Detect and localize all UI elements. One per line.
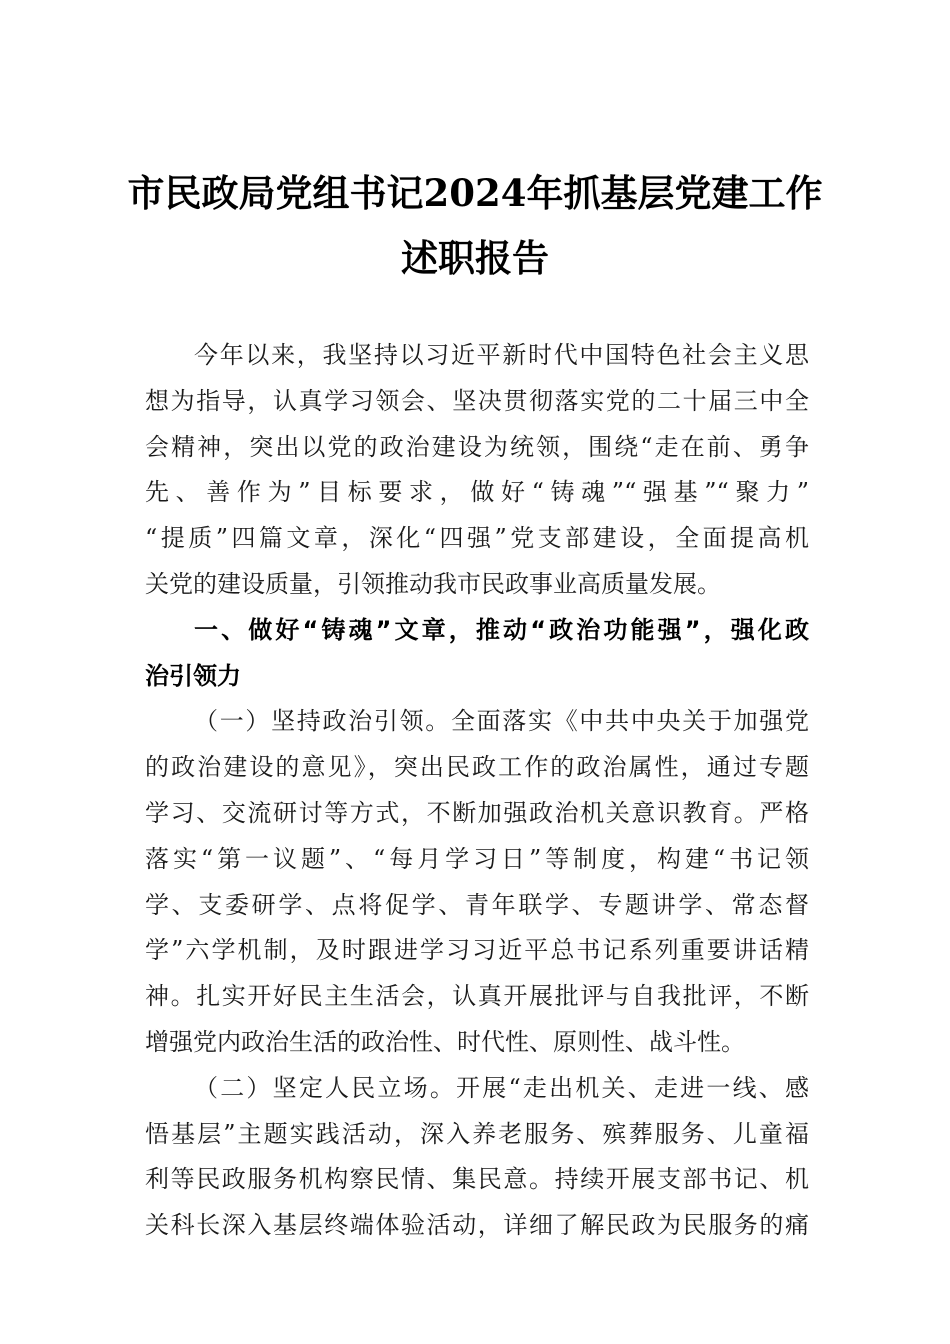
body-line: 关党的建设质量，引领推动我市民政事业高质量发展。 [145,569,721,598]
body-line: 关科长深入基层终端体验活动，详细了解民政为民服务的痛 [145,1211,809,1240]
document-title-line-1: 市民政局党组书记2024年抓基层党建工作 [127,171,823,215]
section-heading-line: 一、做好“铸魂”文章，推动“政治功能强”，强化政 [194,615,809,644]
document-body [145,333,809,1249]
body-line: 想为指导，认真学习领会、坚决贯彻落实党的二十届三中全 [145,386,809,415]
body-line: （一）坚持政治引领。全面落实《中共中央关于加强党 [194,707,809,736]
body-line: 落实“第一议题”、“每月学习日”等制度，构建“书记领 [145,844,809,873]
body-line: 会精神，突出以党的政治建设为统领，围绕“走在前、勇争 [145,432,809,461]
body-line: 学”六学机制，及时跟进学习习近平总书记系列重要讲话精 [145,936,809,965]
body-line: 先、善作为”目标要求，做好“铸魂”“强基”“聚力” [145,478,809,507]
body-line: 的政治建设的意见》，突出民政工作的政治属性，通过专题 [145,753,809,782]
body-line: 悟基层”主题实践活动，深入养老服务、殡葬服务、儿童福 [145,1119,809,1148]
body-line: 今年以来，我坚持以习近平新时代中国特色社会主义思 [194,341,809,369]
body-line: 神。扎实开好民主生活会，认真开展批评与自我批评，不断 [145,982,809,1011]
body-line: 增强党内政治生活的政治性、时代性、原则性、战斗性。 [145,1027,745,1056]
body-line: 利等民政服务机构察民情、集民意。持续开展支部书记、机 [145,1165,809,1194]
body-line: （二）坚定人民立场。开展“走出机关、走进一线、感 [194,1073,809,1102]
document-title-line-2: 述职报告 [401,236,549,280]
body-line: 学习、交流研讨等方式，不断加强政治机关意识教育。严格 [145,798,809,827]
body-line: “提质”四篇文章，深化“四强”党支部建设，全面提高机 [145,524,809,553]
section-heading-line: 治引领力 [145,661,241,690]
body-line: 学、支委研学、点将促学、青年联学、专题讲学、常态督 [145,890,809,919]
